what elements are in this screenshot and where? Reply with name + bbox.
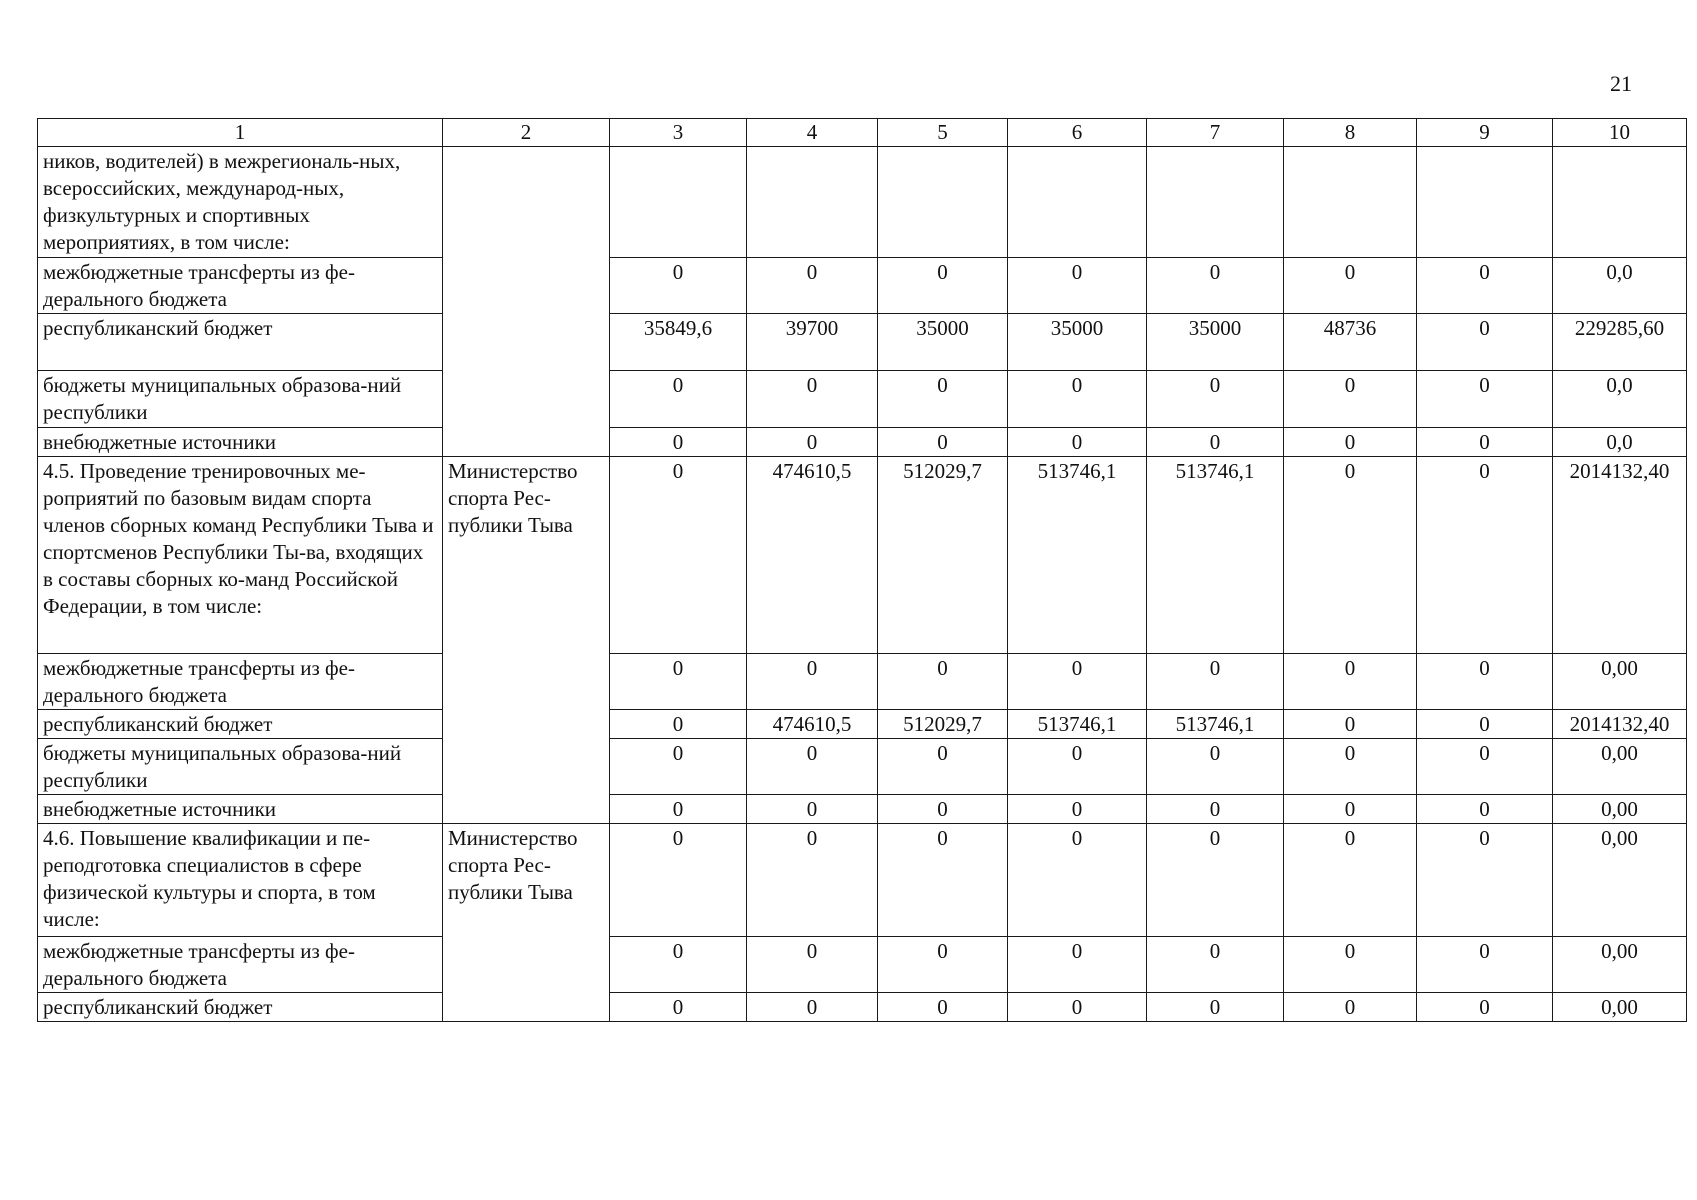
row-label: межбюджетные трансферты из фе-дерального бюджета	[38, 258, 443, 314]
header-row	[38, 119, 1687, 147]
value-cell: 0,00	[1553, 795, 1687, 824]
value-cell: 0	[1417, 710, 1553, 739]
value-cell: 0	[1008, 824, 1147, 937]
value-cell: 513746,1	[1147, 710, 1284, 739]
value-cell: 0	[1147, 371, 1284, 428]
column-header: 4	[747, 119, 878, 147]
table-row	[38, 428, 1687, 457]
value-cell	[1284, 147, 1417, 258]
value-cell: 0	[1284, 654, 1417, 710]
value-cell	[747, 147, 878, 258]
value-cell: 0	[610, 428, 747, 457]
value-cell: 0,00	[1553, 937, 1687, 993]
value-cell: 0	[878, 654, 1008, 710]
table-row	[38, 824, 1687, 937]
value-cell: 0,0	[1553, 258, 1687, 314]
value-cell: 35000	[878, 314, 1008, 371]
value-cell: 0	[747, 824, 878, 937]
value-cell: 0	[1147, 824, 1284, 937]
value-cell: 0	[1008, 654, 1147, 710]
value-cell: 0	[1284, 258, 1417, 314]
value-cell: 0,00	[1553, 654, 1687, 710]
value-cell: 35000	[1147, 314, 1284, 371]
column-header: 1	[38, 119, 443, 147]
row-label: внебюджетные источники	[38, 795, 443, 824]
column-header: 2	[443, 119, 610, 147]
value-cell: 35000	[1008, 314, 1147, 371]
row-label: межбюджетные трансферты из фе-дерального бюджета	[38, 654, 443, 710]
value-cell	[1147, 147, 1284, 258]
value-cell: 0	[1417, 371, 1553, 428]
value-cell: 512029,7	[878, 710, 1008, 739]
table-row	[38, 314, 1687, 371]
value-cell: 0	[1008, 371, 1147, 428]
executor-cell	[443, 147, 610, 457]
value-cell: 0	[1284, 993, 1417, 1022]
value-cell: 0	[1147, 993, 1284, 1022]
value-cell: 39700	[747, 314, 878, 371]
value-cell: 0	[1284, 371, 1417, 428]
value-cell: 0	[878, 795, 1008, 824]
table-row	[38, 371, 1687, 428]
value-cell: 0	[610, 824, 747, 937]
value-cell: 0	[747, 428, 878, 457]
row-label: внебюджетные источники	[38, 428, 443, 457]
value-cell: 0	[1147, 428, 1284, 457]
value-cell: 0	[1284, 739, 1417, 795]
value-cell: 0	[1147, 795, 1284, 824]
value-cell: 0	[878, 258, 1008, 314]
row-label: бюджеты муниципальных образова-ний республики	[38, 739, 443, 795]
row-label: республиканский бюджет	[38, 993, 443, 1022]
value-cell: 0,0	[1553, 371, 1687, 428]
value-cell: 512029,7	[878, 457, 1008, 654]
value-cell: 0	[747, 739, 878, 795]
value-cell: 0	[1284, 710, 1417, 739]
value-cell: 0	[610, 654, 747, 710]
row-label: 4.6. Повышение квалификации и пе-реподготовка специалистов в сфере физической культуры и спорта, в том числе:	[38, 824, 443, 937]
value-cell: 0	[747, 993, 878, 1022]
column-header: 9	[1417, 119, 1553, 147]
column-header: 10	[1553, 119, 1687, 147]
value-cell: 0	[747, 258, 878, 314]
value-cell: 0	[610, 371, 747, 428]
value-cell: 0	[1147, 937, 1284, 993]
column-header: 5	[878, 119, 1008, 147]
value-cell: 0	[1417, 937, 1553, 993]
value-cell: 0,00	[1553, 993, 1687, 1022]
value-cell: 0	[878, 993, 1008, 1022]
value-cell: 0	[1147, 654, 1284, 710]
value-cell: 0	[1008, 428, 1147, 457]
value-cell: 0	[610, 710, 747, 739]
column-header: 6	[1008, 119, 1147, 147]
value-cell: 0	[1284, 824, 1417, 937]
value-cell	[878, 147, 1008, 258]
value-cell: 0	[1417, 457, 1553, 654]
value-cell: 0	[1147, 258, 1284, 314]
row-label: межбюджетные трансферты из фе-дерального бюджета	[38, 937, 443, 993]
table-row	[38, 739, 1687, 795]
executor-cell: Министерство спорта Рес-публики Тыва	[443, 457, 610, 824]
table-row	[38, 258, 1687, 314]
value-cell: 0	[610, 258, 747, 314]
value-cell	[1417, 147, 1553, 258]
value-cell: 2014132,40	[1553, 457, 1687, 654]
value-cell: 474610,5	[747, 457, 878, 654]
table-row	[38, 654, 1687, 710]
value-cell: 0	[610, 993, 747, 1022]
value-cell: 0	[610, 457, 747, 654]
value-cell: 0	[1284, 457, 1417, 654]
row-label: бюджеты муниципальных образова-ний республики	[38, 371, 443, 428]
table-row	[38, 937, 1687, 993]
value-cell: 48736	[1284, 314, 1417, 371]
value-cell: 0	[878, 824, 1008, 937]
value-cell: 0	[1417, 739, 1553, 795]
value-cell: 229285,60	[1553, 314, 1687, 371]
value-cell: 0	[1008, 993, 1147, 1022]
value-cell: 0	[747, 795, 878, 824]
page-number: 21	[1610, 71, 1632, 96]
value-cell: 0	[1008, 739, 1147, 795]
value-cell: 0	[747, 371, 878, 428]
value-cell: 0	[1147, 739, 1284, 795]
value-cell: 0	[1284, 795, 1417, 824]
table-row	[38, 993, 1687, 1022]
value-cell: 0	[610, 795, 747, 824]
value-cell: 0	[1008, 937, 1147, 993]
row-label: республиканский бюджет	[38, 314, 443, 371]
value-cell: 513746,1	[1008, 457, 1147, 654]
value-cell: 0	[1417, 824, 1553, 937]
value-cell: 513746,1	[1008, 710, 1147, 739]
value-cell: 0	[1417, 428, 1553, 457]
table-row	[38, 457, 1687, 654]
value-cell	[1008, 147, 1147, 258]
value-cell: 0	[878, 937, 1008, 993]
value-cell: 0	[747, 654, 878, 710]
table-row	[38, 147, 1687, 258]
table-row	[38, 795, 1687, 824]
value-cell: 35849,6	[610, 314, 747, 371]
value-cell	[1553, 147, 1687, 258]
executor-cell: Министерство спорта Рес-публики Тыва	[443, 824, 610, 1022]
value-cell: 0	[1417, 314, 1553, 371]
value-cell: 0	[878, 739, 1008, 795]
value-cell: 0	[1284, 937, 1417, 993]
row-label: ников, водителей) в межрегиональ-ных, всероссийских, международ-ных, физкультурных и спортивных мероприятиях, в том числе:	[38, 147, 443, 258]
column-header: 3	[610, 119, 747, 147]
value-cell: 2014132,40	[1553, 710, 1687, 739]
value-cell: 0,0	[1553, 428, 1687, 457]
value-cell: 513746,1	[1147, 457, 1284, 654]
value-cell: 0	[878, 371, 1008, 428]
value-cell: 0	[1417, 993, 1553, 1022]
value-cell: 0	[1008, 795, 1147, 824]
table-row	[38, 710, 1687, 739]
value-cell: 0	[1417, 258, 1553, 314]
value-cell: 0	[1417, 654, 1553, 710]
value-cell: 0	[1008, 258, 1147, 314]
value-cell: 0	[1284, 428, 1417, 457]
value-cell: 0,00	[1553, 739, 1687, 795]
row-label: 4.5. Проведение тренировочных ме-роприятий по базовым видам спорта членов сборных команд Республики Тыва и спортсменов Республики Ты-ва, входящих в составы сборных ко-манд Российской Федерации, в том числе:	[38, 457, 443, 654]
value-cell: 474610,5	[747, 710, 878, 739]
value-cell: 0	[610, 937, 747, 993]
value-cell: 0	[1417, 795, 1553, 824]
row-label: республиканский бюджет	[38, 710, 443, 739]
column-header: 7	[1147, 119, 1284, 147]
value-cell: 0	[747, 937, 878, 993]
value-cell: 0	[610, 739, 747, 795]
budget-table	[37, 118, 1687, 1022]
value-cell	[610, 147, 747, 258]
value-cell: 0,00	[1553, 824, 1687, 937]
value-cell: 0	[878, 428, 1008, 457]
column-header: 8	[1284, 119, 1417, 147]
